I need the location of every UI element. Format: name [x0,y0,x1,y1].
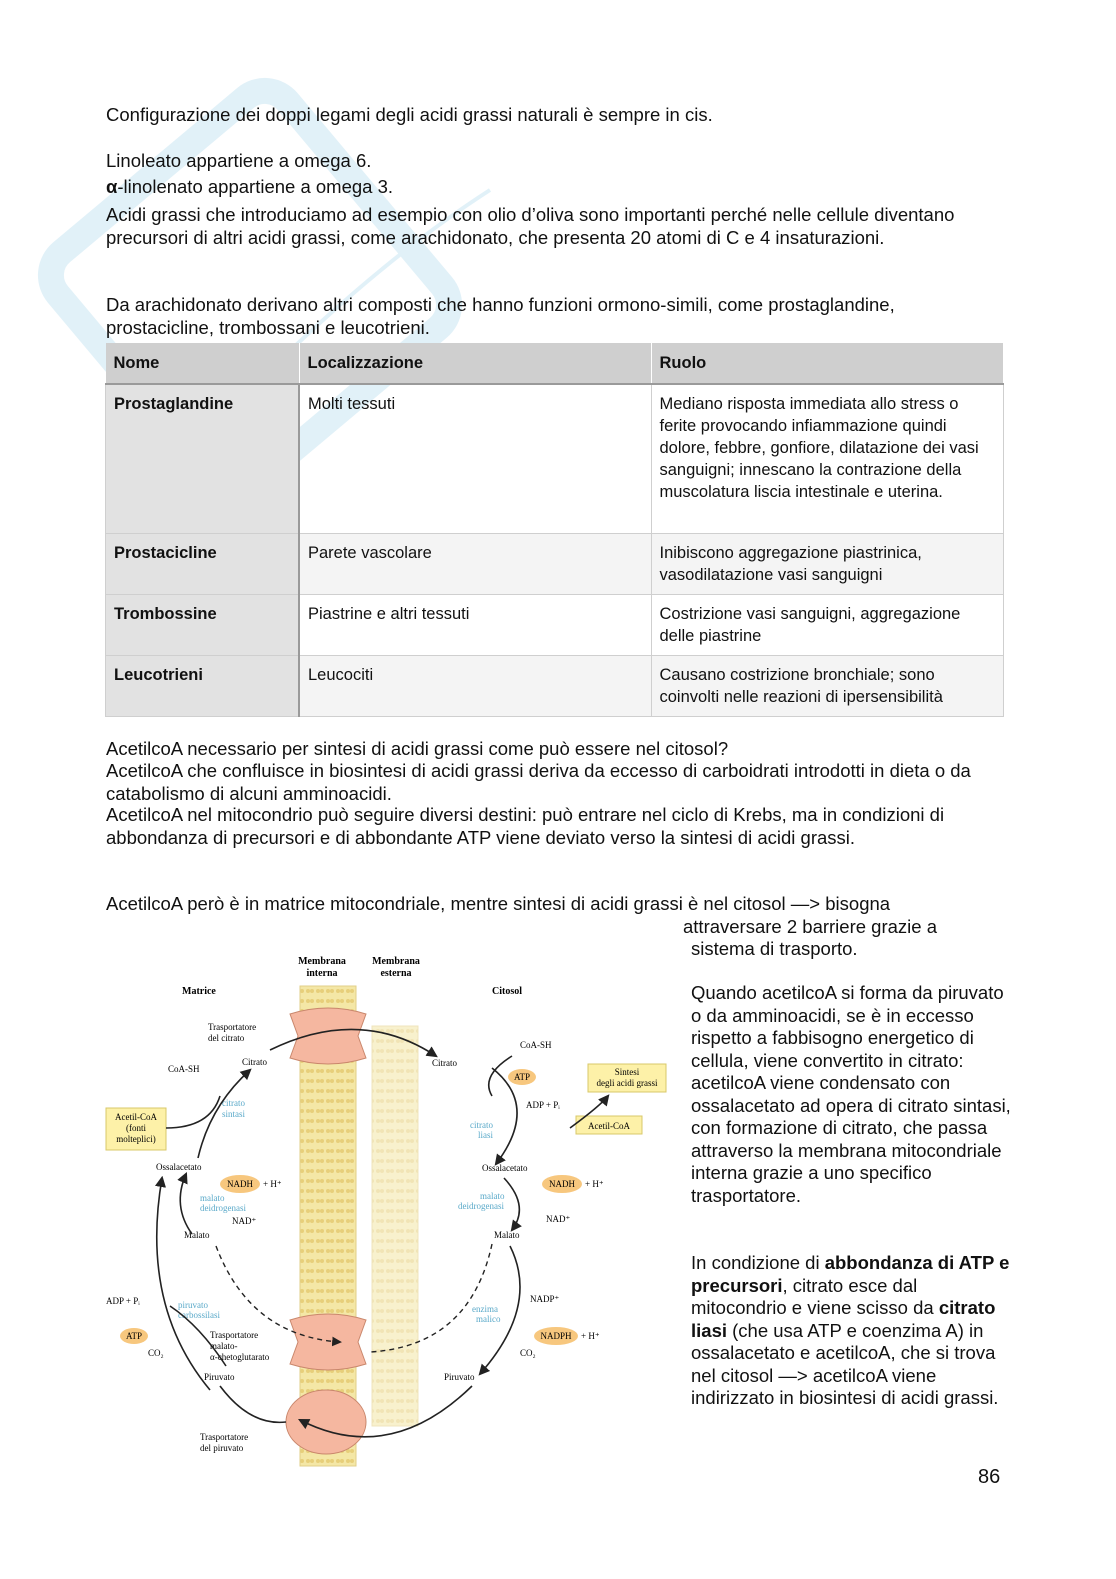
label-malato-left: Malato [184,1230,210,1240]
label-coash-right: CoA-SH [520,1040,552,1050]
label-nadp-right: NADP⁺ [530,1294,560,1304]
label-enzima-malico-1: enzima [472,1304,498,1314]
linolenato-text: -linolenato appartiene a omega 3. [117,176,394,197]
label-citrato-left: Citrato [242,1057,267,1067]
label-atp-left: ATP [125,1331,143,1341]
table-row [106,533,1004,594]
label-sintesi-1: Sintesi [614,1067,640,1077]
table-row [106,594,1004,655]
label-nadh-right: NADH [549,1179,575,1189]
cell-localizzazione: Piastrine e altri tessuti [299,594,651,655]
paragraph-acidi-grassi: Acidi grassi che introduciamo ad esempio con olio d’oliva sono importanti perché nelle cellule diventano precursori di altri acidi grassi, come arachidonato, che presenta 20 atomi di C e 4 insaturazioni. [106,204,955,248]
table-row [106,655,1004,716]
label-sintesi-2: degli acidi grassi [596,1078,658,1088]
label-citrato-sintasi-1: citrato [222,1098,245,1108]
header-localizzazione: Localizzazione [299,343,651,384]
paragraph-linoleato: Linoleato appartiene a omega 6. [106,150,372,171]
label-citrato-right: Citrato [432,1058,457,1068]
label-trasp-citrato-2: del citrato [208,1033,245,1043]
paragraph-barriere-2: attraversare 2 barriere grazie a [683,916,937,937]
page-number: 86 [978,1466,1001,1488]
cell-localizzazione: Leucociti [299,655,651,716]
paragraph-origine: AcetilcoA che confluisce in biosintesi di acidi grassi deriva da eccesso di carboidrati introdotti in dieta o da catabolismo di alcuni amminoacidi. [106,760,971,804]
label-atp-right: ATP [513,1072,531,1082]
label-malato-deidrog-l2: deidrogenasi [200,1203,246,1213]
label-co2-right: CO₂ [520,1348,536,1358]
alpha-symbol: α [106,176,118,197]
label-malato-deidrog-r2: deidrogenasi [458,1201,504,1211]
outer-membrane [372,1026,418,1426]
paragraph-arachidonato: Da arachidonato derivano altri composti che hanno funzioni ormono-simili, come prostaglandine, prostacicline, trombossani e leucotrieni. [106,294,895,338]
cell-localizzazione: Parete vascolare [299,533,651,594]
label-membrana-esterna-2: esterna [380,968,412,979]
label-acetilcoa-right: Acetil-CoA [588,1121,630,1131]
paragraph-barriere-1: AcetilcoA però è in matrice mitocondriale, mentre sintesi di acidi grassi è nel citosol —> bisogna [106,893,891,914]
label-ossalacetato-left: Ossalacetato [156,1162,202,1172]
paragraph-destini: AcetilcoA nel mitocondrio può seguire diversi destini: può entrare nel ciclo di Krebs, ma in condizioni di abbondanza di precursori e di abbondante ATP viene deviato verso la sintesi di acidi grassi. [106,804,945,848]
label-piruvato-right: Piruvato [444,1372,475,1382]
label-nadh-left: NADH [227,1179,253,1189]
cell-nome: Prostaglandine [106,384,300,533]
label-acetilcoa-fonti-2: (fonti [126,1123,146,1133]
label-malato-deidrog-r1: malato [480,1191,505,1201]
label-piruvato-left: Piruvato [204,1372,235,1382]
label-membrana-interna-1: Membrana [298,956,346,967]
paragraph-barriere-3: sistema di trasporto. [691,938,858,959]
eicosanoid-table [105,343,1004,717]
label-trasp-citrato-1: Trasportatore [208,1022,257,1032]
paragraph-linolenato [106,176,1006,199]
label-piruvato-carb-2: carbossilasi [178,1310,220,1320]
label-trasp-malato-1: Trasportatore [210,1330,259,1340]
paragraph-citrato: Quando acetilcoA si forma da piruvato o da amminoacidi, se è in eccesso rispetto a fabbisogno energetico di cellula, viene convertito in citrato: acetilcoA viene condensato con ossalacetato ad opera di citrato sintasi, con formazione di citrato, che passa attraverso la membrana mitocondriale interna grazie a uno specifico trasportatore. [691,982,1011,1206]
label-membrana-interna-2: interna [306,968,338,979]
label-acetilcoa-fonti-1: Acetil-CoA [115,1112,157,1122]
label-hplus-nadph: + H⁺ [581,1331,600,1341]
text-run: , citrato esce dal mitocondrio e viene scisso da [691,1274,939,1318]
label-membrana-esterna-1: Membrana [372,956,420,967]
cell-nome: Prostacicline [106,533,300,594]
label-piruvato-carb-1: piruvato [178,1300,208,1310]
cell-ruolo: Mediano risposta immediata allo stress o ferite provocando infiammazione quindi dolore, febbre, gonfiore, dilatazione dei vasi sanguigni; innescano la contrazione della muscolatura liscia intestinale e uterina. [651,384,1004,533]
label-trasp-malato-2: malato- [210,1341,238,1351]
table-row [106,384,1004,533]
label-matrice: Matrice [182,986,216,997]
label-citosol: Citosol [492,986,522,997]
label-adp-pi-left: ADP + Pᵢ [106,1296,140,1306]
cell-nome: Leucotrieni [106,655,300,716]
text-run: In condizione di [691,1252,825,1273]
label-acetilcoa-fonti-3: molteplici) [116,1134,156,1144]
label-co2-left: CO₂ [148,1348,164,1358]
pyruvate-transporter [286,1390,366,1454]
label-trasp-piruvato-2: del piruvato [200,1443,244,1453]
label-malato-right: Malato [494,1230,520,1240]
text-run: (che usa ATP e coenzima A) in ossalacetato e acetilcoA, che si trova nel citosol —> acetilcoA viene indirizzato in biosintesi di acidi grassi. [691,1319,999,1408]
label-enzima-malico-2: malico [476,1314,501,1324]
citrate-shuttle-diagram [100,946,680,1476]
citrate-transporter [290,1008,366,1064]
cell-localizzazione: Molti tessuti [299,384,651,533]
label-nadph-right: NADPH [540,1331,572,1341]
label-nad-right: NAD⁺ [546,1214,571,1224]
label-citrato-sintasi-2: sintasi [222,1109,246,1119]
bold-citrato-liasi: citrato liasi [691,1297,996,1341]
label-hplus-left: + H⁺ [263,1179,282,1189]
malate-transporter [290,1314,366,1370]
cell-nome: Trombossine [106,594,300,655]
paragraph-domanda: AcetilcoA necessario per sintesi di acidi grassi come può essere nel citosol? [106,738,729,759]
paragraph-configurazione: Configurazione dei doppi legami degli acidi grassi naturali è sempre in cis. [106,104,713,125]
header-nome: Nome [106,343,300,384]
label-trasp-malato-3: α-chetoglutarato [210,1352,270,1362]
label-trasp-piruvato-1: Trasportatore [200,1432,249,1442]
label-citrato-liasi-1: citrato [470,1120,493,1130]
label-nad-left: NAD⁺ [232,1216,257,1226]
header-ruolo: Ruolo [651,343,1004,384]
cell-ruolo: Costrizione vasi sanguigni, aggregazione delle piastrine [651,594,1004,655]
bold-abbondanza: abbondanza di ATP e precursori [691,1252,1010,1296]
label-adp-pi-right: ADP + Pᵢ [526,1100,560,1110]
label-malato-deidrog-l1: malato [200,1193,225,1203]
label-hplus-right: + H⁺ [585,1179,604,1189]
cell-ruolo: Inibiscono aggregazione piastrinica, vasodilatazione vasi sanguigni [651,533,1004,594]
label-citrato-liasi-2: liasi [478,1130,493,1140]
cell-ruolo: Causano costrizione bronchiale; sono coinvolti nelle reazioni di ipersensibilità [651,655,1004,716]
label-coash-left: CoA-SH [168,1064,200,1074]
table-header-row [106,343,1004,384]
paragraph-citrato-liasi [691,1252,1016,1410]
label-ossalacetato-right: Ossalacetato [482,1163,528,1173]
